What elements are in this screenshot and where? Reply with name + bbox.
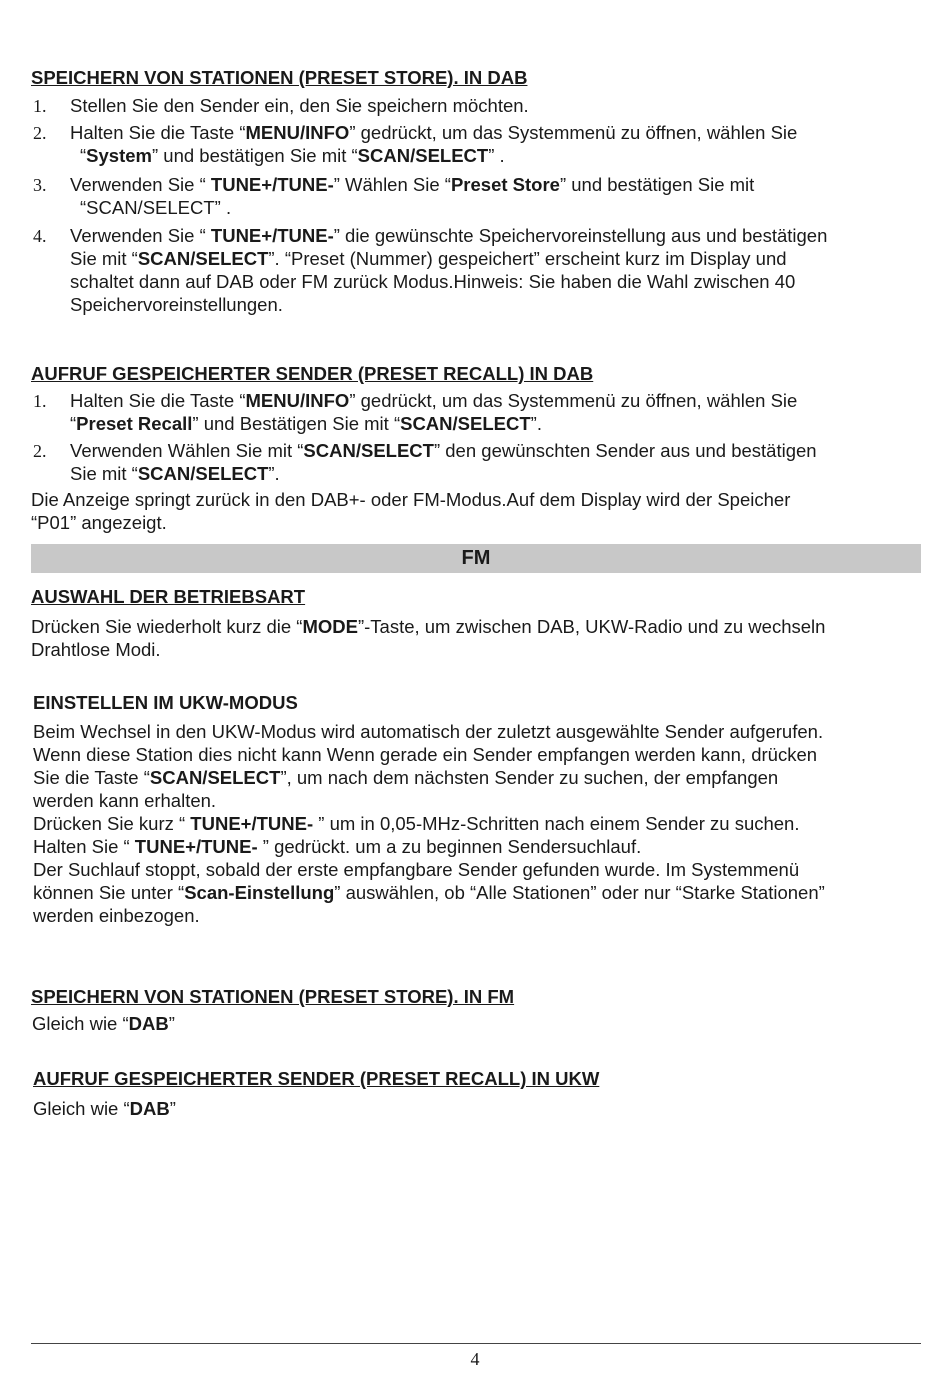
list-item: Verwenden Sie “ TUNE+/TUNE-” die gewünschte Speichervoreinstellung aus und bestätigen Sie mit “SCAN/SELECT”. “Preset (Nummer) gespeichert” erscheint kurz im Display und schaltet dann auf DAB oder FM zurück Modus.Hinweis: Sie haben die Wahl zwischen 40 Speichervoreinstellungen. (70, 225, 828, 315)
list-number: 1. (33, 391, 47, 411)
fm-store-text: Gleich wie “DAB” (32, 1013, 175, 1034)
list-number: 1. (33, 96, 47, 116)
section-banner-fm: FM (31, 544, 921, 573)
list-item: Verwenden Wählen Sie mit “SCAN/SELECT” den gewünschten Sender aus und bestätigen Sie mit “SCAN/SELECT”. (70, 440, 817, 484)
list-number: 2. (33, 441, 47, 461)
heading-mode-select: AUSWAHL DER BETRIEBSART (31, 586, 306, 607)
ukw-recall-text: Gleich wie “DAB” (33, 1098, 176, 1119)
list-item: Verwenden Sie “ TUNE+/TUNE-” Wählen Sie “Preset Store” und bestätigen Sie mit “SCAN/SELECT” . (70, 174, 755, 218)
page-number: 4 (470, 1349, 480, 1369)
footer-divider (31, 1343, 921, 1344)
recall-note: Die Anzeige springt zurück in den DAB+- oder FM-Modus.Auf dem Display wird der Speicher “P01” angezeigt. (31, 489, 791, 533)
list-number: 2. (33, 123, 47, 143)
heading-preset-store-dab: SPEICHERN VON STATIONEN (PRESET STORE). IN DAB (31, 67, 528, 88)
mode-select-text: Drücken Sie wiederholt kurz die “MODE”-Taste, um zwischen DAB, UKW-Radio und zu wechseln Drahtlose Modi. (31, 616, 826, 660)
list-item: Halten Sie die Taste “MENU/INFO” gedrückt, um das Systemmenü zu öffnen, wählen Sie “System” und bestätigen Sie mit “SCAN/SELECT” . (70, 122, 798, 166)
list-item: Stellen Sie den Sender ein, den Sie speichern möchten. (70, 95, 529, 116)
heading-ukw-mode: EINSTELLEN IM UKW-MODUS (33, 692, 298, 713)
list-number: 3. (33, 175, 47, 195)
list-number: 4. (33, 226, 47, 246)
heading-preset-recall-ukw: AUFRUF GESPEICHERTER SENDER (PRESET RECALL) IN UKW (33, 1068, 600, 1089)
ukw-mode-text: Beim Wechsel in den UKW-Modus wird automatisch der zuletzt ausgewählte Sender aufgerufen. Wenn diese Station dies nicht kann Wenn gerade ein Sender empfangen werden kann, drücken Sie die Taste “SCAN/SELECT”, um nach dem nächsten Sender zu suchen, der empfangen werden kann erhalten. Drücken Sie kurz “ TUNE+/TUNE- ” um in 0,05-MHz-Schritten nach einem Sender zu suchen. Halten Sie “ TUNE+/TUNE- ” gedrückt. um a zu beginnen Sendersuchlauf. Der Suchlauf stoppt, sobald der erste empfangbare Sender gefunden wurde. Im Systemmenü können Sie unter “Scan-Einstellung” auswählen, ob “Alle Stationen” oder nur “Starke Stationen” werden einbezogen. (33, 721, 825, 926)
heading-preset-recall-dab: AUFRUF GESPEICHERTER SENDER (PRESET RECALL) IN DAB (31, 363, 594, 384)
list-item: Halten Sie die Taste “MENU/INFO” gedrückt, um das Systemmenü zu öffnen, wählen Sie “Preset Recall” und Bestätigen Sie mit “SCAN/SELECT”. (70, 390, 798, 434)
heading-preset-store-fm: SPEICHERN VON STATIONEN (PRESET STORE). IN FM (31, 986, 515, 1007)
